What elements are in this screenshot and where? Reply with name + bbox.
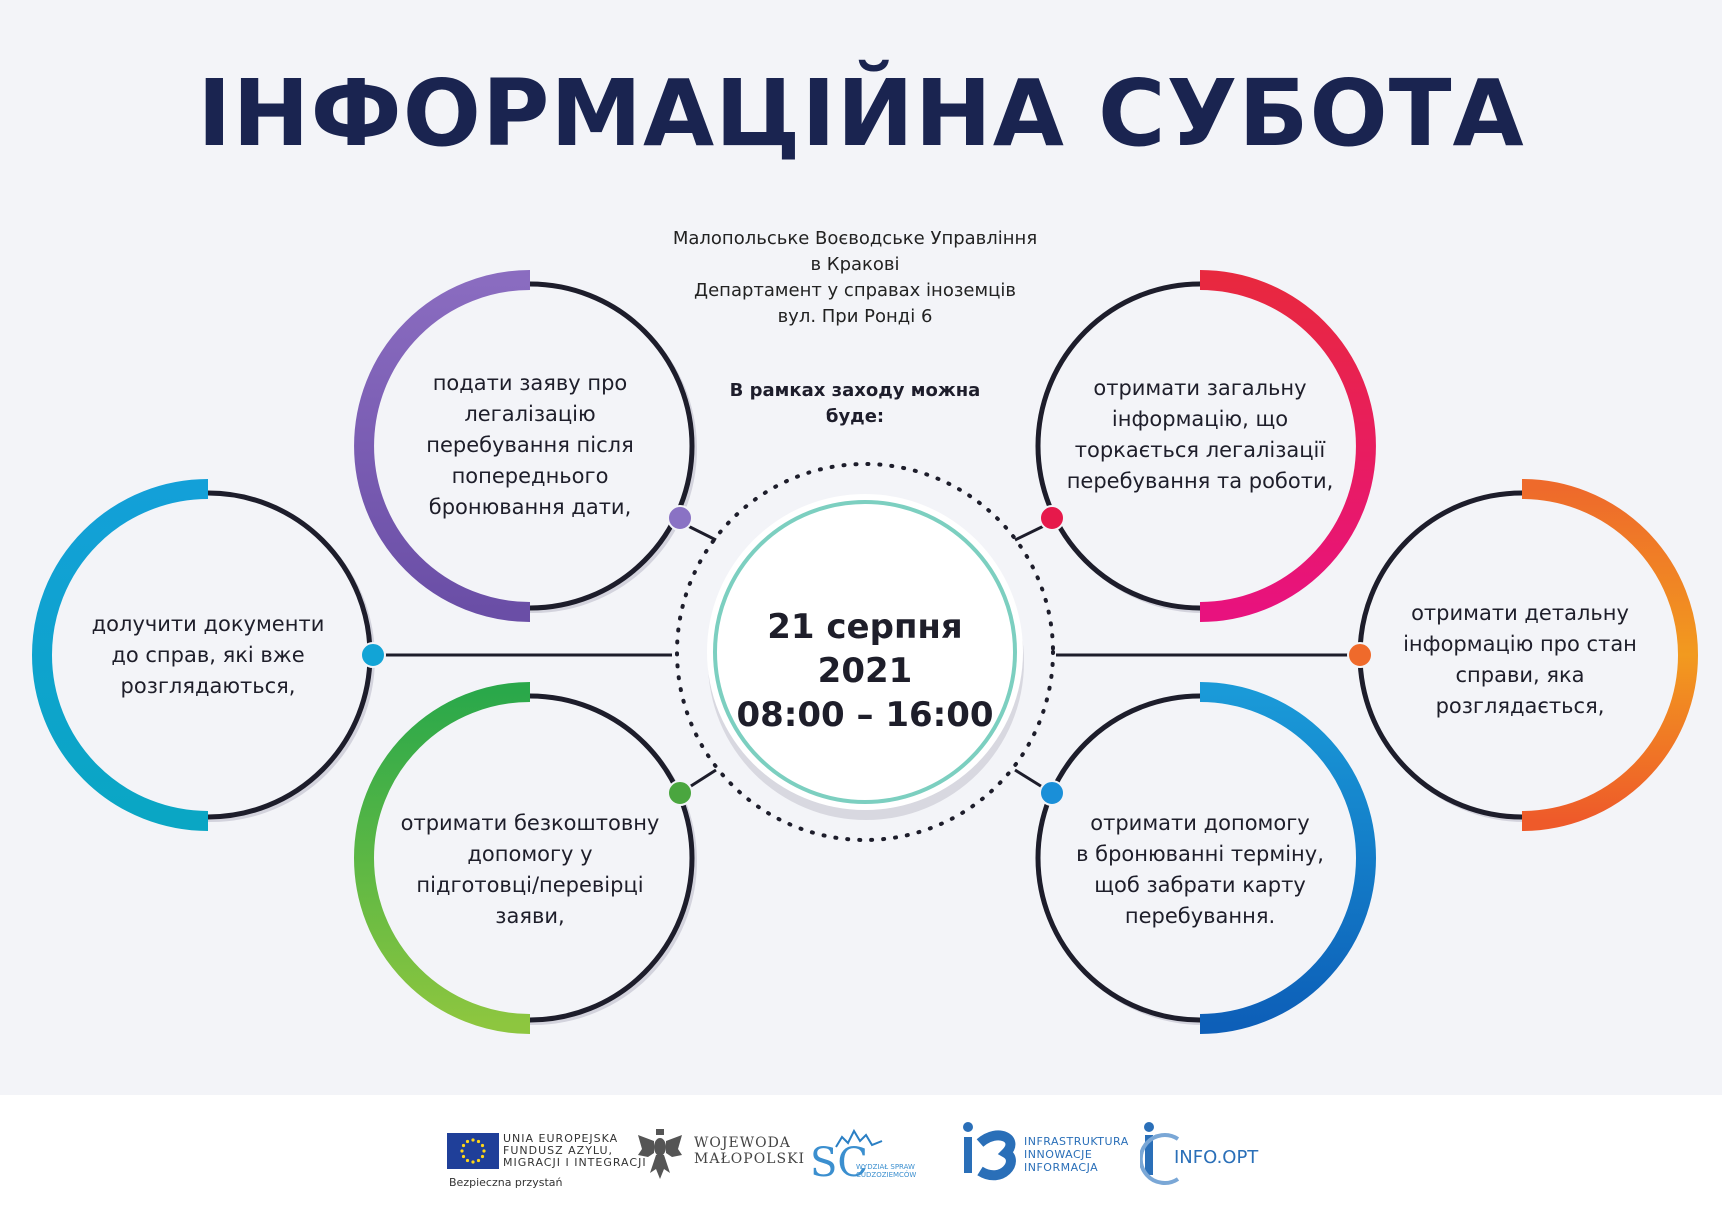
item-line: до справ, які вже xyxy=(111,642,305,667)
item-line: отримати загальну xyxy=(1093,376,1307,400)
item-line: розглядається, xyxy=(1435,694,1605,718)
item-line: заяви, xyxy=(495,904,565,928)
event-time: 08:00 – 16:00 xyxy=(736,695,994,735)
node-dot-free-help xyxy=(668,781,692,805)
node-dot-general-info xyxy=(1040,506,1064,530)
item-text-detailed-info xyxy=(1385,590,1655,730)
eu-caption: Bezpieczna przystań xyxy=(449,1176,563,1189)
node-dot-attach xyxy=(361,643,385,667)
item-line: підготовці/перевірці xyxy=(416,873,644,897)
item-line: долучити документи xyxy=(91,611,325,636)
sc-line: WYDZIAŁ SPRAW xyxy=(856,1163,915,1171)
item-line: отримати допомогу xyxy=(1090,811,1310,835)
i3-icon xyxy=(958,1119,1024,1191)
item-line: подати заяву про xyxy=(432,370,628,395)
item-line: перебування. xyxy=(1124,904,1276,928)
item-line: справи, яка xyxy=(1455,663,1585,687)
i3-line: INFORMACJA xyxy=(1024,1161,1099,1174)
item-line: отримати безкоштовну xyxy=(400,811,660,835)
organizer-line: Департамент у справах іноземців xyxy=(694,280,1016,301)
eu-flag-icon xyxy=(447,1133,499,1169)
wojewoda-line: WOJEWODA xyxy=(694,1135,791,1151)
item-line: торкається легалізації xyxy=(1074,438,1326,462)
eu-line: MIGRACJI I INTEGRACJI xyxy=(503,1156,647,1169)
intro-text: В рамках заходу можна буде: xyxy=(729,380,981,427)
item-text-free-help xyxy=(395,800,665,940)
footer-logos xyxy=(0,1095,1722,1217)
item-line: інформацію про стан xyxy=(1403,632,1637,656)
item-line: перебування після xyxy=(426,432,634,457)
item-line: легалізацію xyxy=(464,401,596,426)
i3-line: INNOWACJE xyxy=(1024,1148,1093,1161)
item-line: отримати детальну xyxy=(1411,601,1629,625)
eagle-icon xyxy=(636,1127,684,1183)
item-text-booking-help xyxy=(1060,800,1340,940)
wojewoda-line: MAŁOPOLSKI xyxy=(694,1151,806,1167)
item-line: бронювання дати, xyxy=(428,494,632,519)
node-dot-submit xyxy=(668,506,692,530)
item-line: інформацію, що xyxy=(1111,407,1289,431)
node-dot-detailed-info xyxy=(1348,643,1372,667)
item-line: розглядаються, xyxy=(120,673,296,698)
event-date: 21 серпня 2021 xyxy=(767,607,963,691)
item-line: перебування та роботи, xyxy=(1066,469,1334,493)
item-line: попереднього xyxy=(451,463,609,488)
eu-line: FUNDUSZ AZYLU, xyxy=(503,1144,614,1157)
item-text-attach xyxy=(78,605,338,705)
item-line: в бронюванні терміну, xyxy=(1076,842,1324,866)
infoopt-text: INFO.OPT xyxy=(1174,1147,1259,1168)
item-line: допомогу у xyxy=(467,842,593,866)
item-text-submit xyxy=(400,350,660,540)
item-text-general-info xyxy=(1055,370,1345,500)
page-title: ІНФОРМАЦІЙНА СУБОТА xyxy=(197,60,1525,167)
event-datetime xyxy=(715,605,1015,737)
i3-line: INFRASTRUKTURA xyxy=(1024,1135,1129,1148)
organizer-line: Малопольське Воєводське Управління xyxy=(672,228,1038,249)
sc-mark: SC xyxy=(810,1140,869,1186)
sc-line: CUDZOZIEMCÓW xyxy=(856,1171,917,1179)
eu-line: UNIA EUROPEJSKA xyxy=(503,1132,619,1145)
item-line: щоб забрати карту xyxy=(1094,873,1306,897)
organizer-line: в Кракові xyxy=(810,254,900,275)
organizer-line: вул. При Ронді 6 xyxy=(777,306,933,327)
